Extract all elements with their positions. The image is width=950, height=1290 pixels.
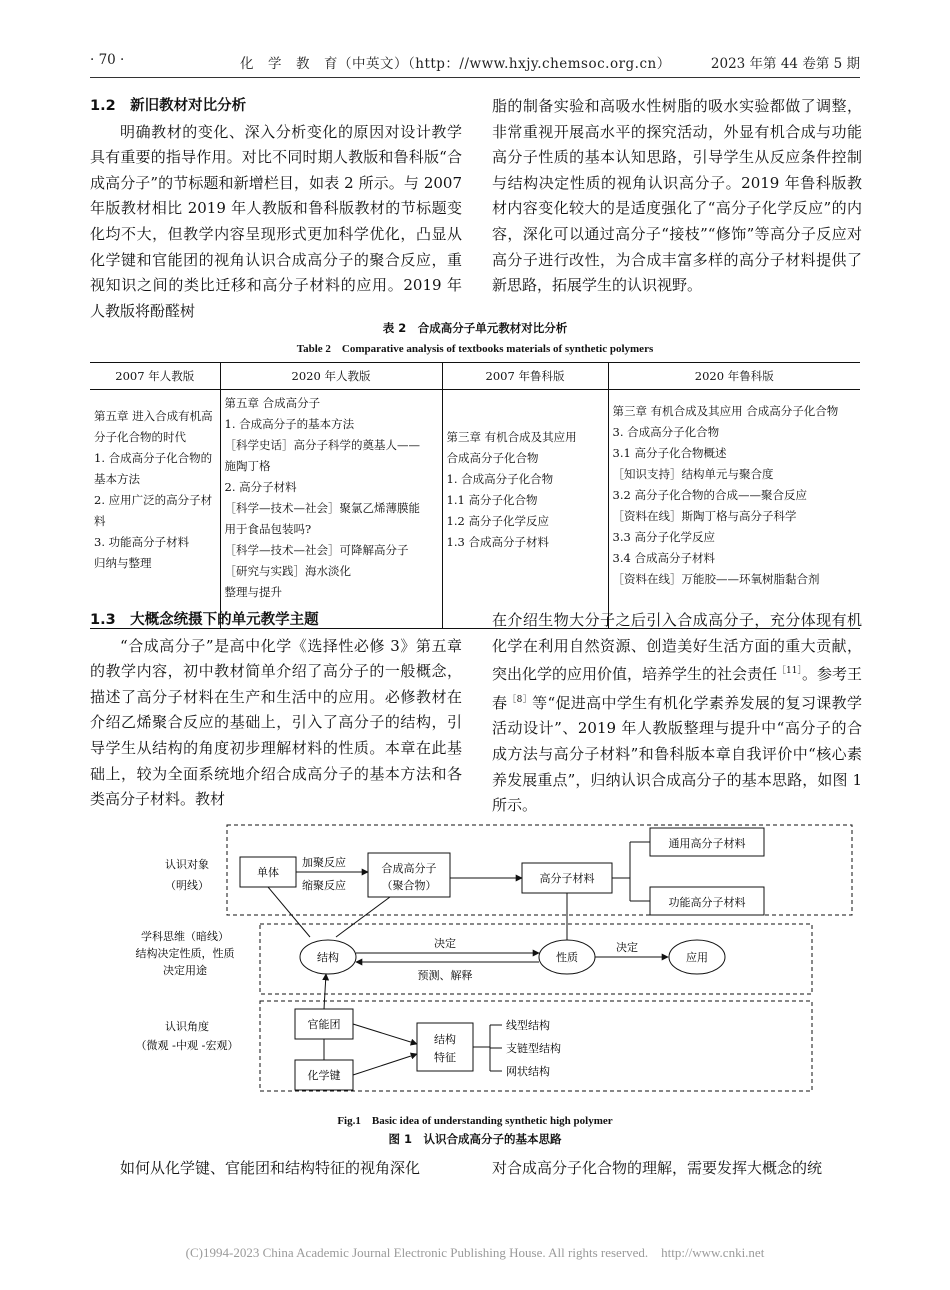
text-run: 。参考王春	[492, 665, 862, 712]
table-cell-2007-pep	[90, 390, 220, 629]
continuation-col1	[90, 1156, 462, 1182]
table-cell-2007-lk	[442, 390, 608, 629]
table-cell-2020-pep	[220, 390, 442, 629]
label-thinking-sub2: 决定用途	[163, 964, 207, 977]
cell-line: 2. 高分子材料	[224, 480, 297, 494]
cell-line: 3.2 高分子化合物的合成——聚合反应	[612, 488, 807, 502]
cell-line: 1. 合成高分子的基本方法	[224, 417, 355, 431]
section-1-3-col2	[492, 608, 862, 819]
cell-line: 归纳与整理	[94, 556, 152, 570]
paragraph: 明确教材的变化、深入分析变化的原因对设计教学具有重要的指导作用。对比不同时期人教版和鲁科版“合成高分子”的节标题和新增栏目，如表 2 所示。与 2007 年版教材相比 2019 年人教版和鲁科版教材的节标题变化均不大，但教学内容呈现形式更加科学优化，凸显从化学键和官能团的视角认识合成高分子的聚合反应，重视知识之间的类比迁移和高分子材料的应用。2019 年人教版将酚醛树	[90, 122, 462, 320]
figure-caption-en: Fig.1 Basic idea of understanding synthetic high polymer	[337, 1115, 613, 1127]
journal-title: 化 学 教 育（中英文）（http：//www.hxjy.chemsoc.org.cn）	[240, 56, 671, 72]
text-run: 等“促进高中学生有机化学素养发展的复习课教学活动设计”、2019 年人教版整理与提升中“高分子的合成方法与高分子材料”和鲁科版本章自我评价中“核心素养发展重点”，归纳认识合成高分子的基本思路，如图 1 所示。	[492, 693, 862, 815]
label-angle-sub: （微观 -中观 -宏观）	[135, 1039, 239, 1052]
table-header-cell: 2020 年鲁科版	[608, 363, 860, 390]
cell-line: ［资料在线］万能胶——环氧树脂黏合剂	[612, 572, 820, 586]
cell-line: ［科学—技术—社会］可降解高分子	[224, 543, 409, 557]
citation-ref: ［11］	[777, 666, 802, 677]
header-rule	[90, 77, 860, 78]
node-network: 网状结构	[506, 1065, 550, 1078]
link-polymer-structure	[336, 897, 390, 937]
section-1-2-col2	[492, 94, 862, 299]
arrow-bond-feature	[353, 1054, 417, 1075]
cell-line: 第三章 有机合成及其应用	[446, 430, 577, 444]
table-header-cell: 2020 年人教版	[220, 363, 442, 390]
cell-line: 第三章 有机合成及其应用 合成高分子化合物	[612, 404, 839, 418]
copyright-footer: (C)1994-2023 China Academic Journal Electronic Publishing House. All rights reserved. http://www.cnki.net	[185, 1245, 765, 1260]
cell-line: ［科学史话］高分子科学的奠基人——	[224, 438, 420, 452]
label-predict-explain: 预测、解释	[417, 969, 473, 982]
node-linear: 线型结构	[506, 1019, 550, 1032]
cell-line: 3. 合成高分子化合物	[612, 425, 720, 439]
page-number: · 70 ·	[90, 52, 125, 68]
label-object-sub: （明线）	[165, 879, 209, 892]
node-functional-group: 官能团	[307, 1018, 341, 1031]
node-application: 应用	[686, 951, 708, 964]
node-synthetic-polymer-1: 合成高分子	[381, 862, 437, 875]
section-1-2-col1	[90, 94, 462, 324]
node-feature-2: 特征	[434, 1051, 456, 1064]
section-heading-1-3: 1.3 大概念统摄下的单元教学主题	[90, 612, 319, 628]
label-thinking-sub1: 结构决定性质，性质	[135, 947, 235, 960]
cell-line: 整理与提升	[224, 585, 282, 599]
cell-line: 3. 功能高分子材料	[94, 535, 190, 549]
section-heading-1-2: 1.2 新旧教材对比分析	[90, 98, 247, 114]
cell-line: 合成高分子化合物	[446, 451, 539, 465]
table-header-row	[90, 363, 860, 390]
issue-info: 2023 年第 44 卷第 5 期	[710, 56, 860, 72]
label-angle: 认识角度	[165, 1020, 209, 1033]
text-run: 在介绍生物大分子之后引入合成高分子，充分体现有机化学在利用自然资源、创造美好生活方面的重大贡献，突出化学的应用价值，培养学生的社会责任	[492, 611, 862, 684]
node-synthetic-polymer-2: （聚合物）	[381, 879, 437, 892]
label-determines-1: 决定	[434, 937, 456, 950]
label-condensation: 缩聚反应	[302, 879, 346, 892]
cell-line: 第五章 进入合成有机高分子化合物的时代	[94, 409, 213, 444]
running-header	[90, 50, 860, 76]
label-determines-2: 决定	[616, 941, 638, 954]
link-monomer-structure	[268, 887, 310, 937]
cell-line: 1.2 高分子化学反应	[446, 514, 549, 528]
comparison-table	[90, 362, 860, 629]
node-feature-1: 结构	[434, 1033, 456, 1046]
node-monomer: 单体	[257, 866, 279, 879]
node-functional-material: 功能高分子材料	[668, 896, 746, 909]
table-cell-2020-lk	[608, 390, 860, 629]
label-addition: 加聚反应	[302, 856, 346, 869]
table-row	[90, 390, 860, 629]
cell-line: 3.4 合成高分子材料	[612, 551, 715, 565]
cell-line: 1. 合成高分子化合物	[446, 472, 554, 486]
citation-ref: ［8］	[507, 694, 533, 705]
arrow-group-feature	[353, 1024, 417, 1044]
cell-line: 用于食品包装吗?	[224, 522, 312, 536]
table-header-cell: 2007 年鲁科版	[442, 363, 608, 390]
cell-line: ［资料在线］斯陶丁格与高分子科学	[612, 509, 797, 523]
continuation-col2	[492, 1156, 862, 1182]
cell-line: ［研究与实践］海水淡化	[224, 564, 351, 578]
table-caption-en: Table 2 Comparative analysis of textbooks materials of synthetic polymers	[296, 343, 654, 355]
cell-line: ［科学—技术—社会］聚氯乙烯薄膜能	[224, 501, 420, 515]
cell-line: 1.3 合成高分子材料	[446, 535, 549, 549]
cell-line: ［知识支持］结构单元与聚合度	[612, 467, 774, 481]
node-general-material: 通用高分子材料	[668, 837, 746, 850]
figure-1-diagram	[90, 820, 860, 1110]
cell-line: 第五章 合成高分子	[224, 396, 321, 410]
node-structure: 结构	[317, 951, 339, 964]
figure-caption-cn: 图 1 认识合成高分子的基本思路	[388, 1132, 562, 1146]
paragraph: 如何从化学键、官能团和结构特征的视角深化	[120, 1159, 421, 1177]
cell-line: 1. 合成高分子化合物的基本方法	[94, 451, 213, 486]
paragraph: 脂的制备实验和高吸水性树脂的吸水实验都做了调整，非常重视开展高水平的探究活动，外显有机合成与功能高分子性质的基本认知思路，引导学生从反应条件控制与结构决定性质的视角认识高分子。2019 年鲁科版教材内容变化较大的是适度强化了“高分子化学反应”的内容，深化可以通过高分子“接枝”“修饰”等高分子反应对高分子进行改性，为合成丰富多样的高分子材料提供了新思路，拓展学生的认识视野。	[492, 97, 862, 295]
node-chemical-bond: 化学键	[307, 1069, 341, 1082]
node-polymer-material: 高分子材料	[539, 872, 595, 885]
cell-line: 3.3 高分子化学反应	[612, 530, 715, 544]
paragraph	[492, 608, 862, 819]
label-thinking: 学科思维（暗线）	[141, 930, 229, 943]
arrow-group-structure	[324, 974, 326, 1009]
table-header-cell: 2007 年人教版	[90, 363, 220, 390]
section-1-3-col1	[90, 608, 462, 813]
cell-line: 1.1 高分子化合物	[446, 493, 538, 507]
paragraph: 对合成高分子化合物的理解，需要发挥大概念的统	[492, 1159, 823, 1177]
cell-line: 施陶丁格	[224, 459, 271, 473]
cell-line: 3.1 高分子化合物概述	[612, 446, 727, 460]
cell-line: 2. 应用广泛的高分子材料	[94, 493, 213, 528]
label-object: 认识对象	[165, 858, 209, 871]
node-property: 性质	[556, 951, 578, 964]
node-branched: 支链型结构	[506, 1042, 561, 1055]
table-caption-cn: 表 2 合成高分子单元教材对比分析	[382, 321, 568, 335]
paragraph: “合成高分子”是高中化学《选择性必修 3》第五章的教学内容，初中教材简单介绍了高分子的一般概念，描述了高分子材料在生产和生活中的应用。必修教材在介绍乙烯聚合反应的基础上，引入了高分子的结构，引导学生从结构的角度初步理解材料的性质。本章在此基础上，较为全面系统地介绍合成高分子的基本方法和各类高分子材料。教材	[90, 636, 462, 809]
